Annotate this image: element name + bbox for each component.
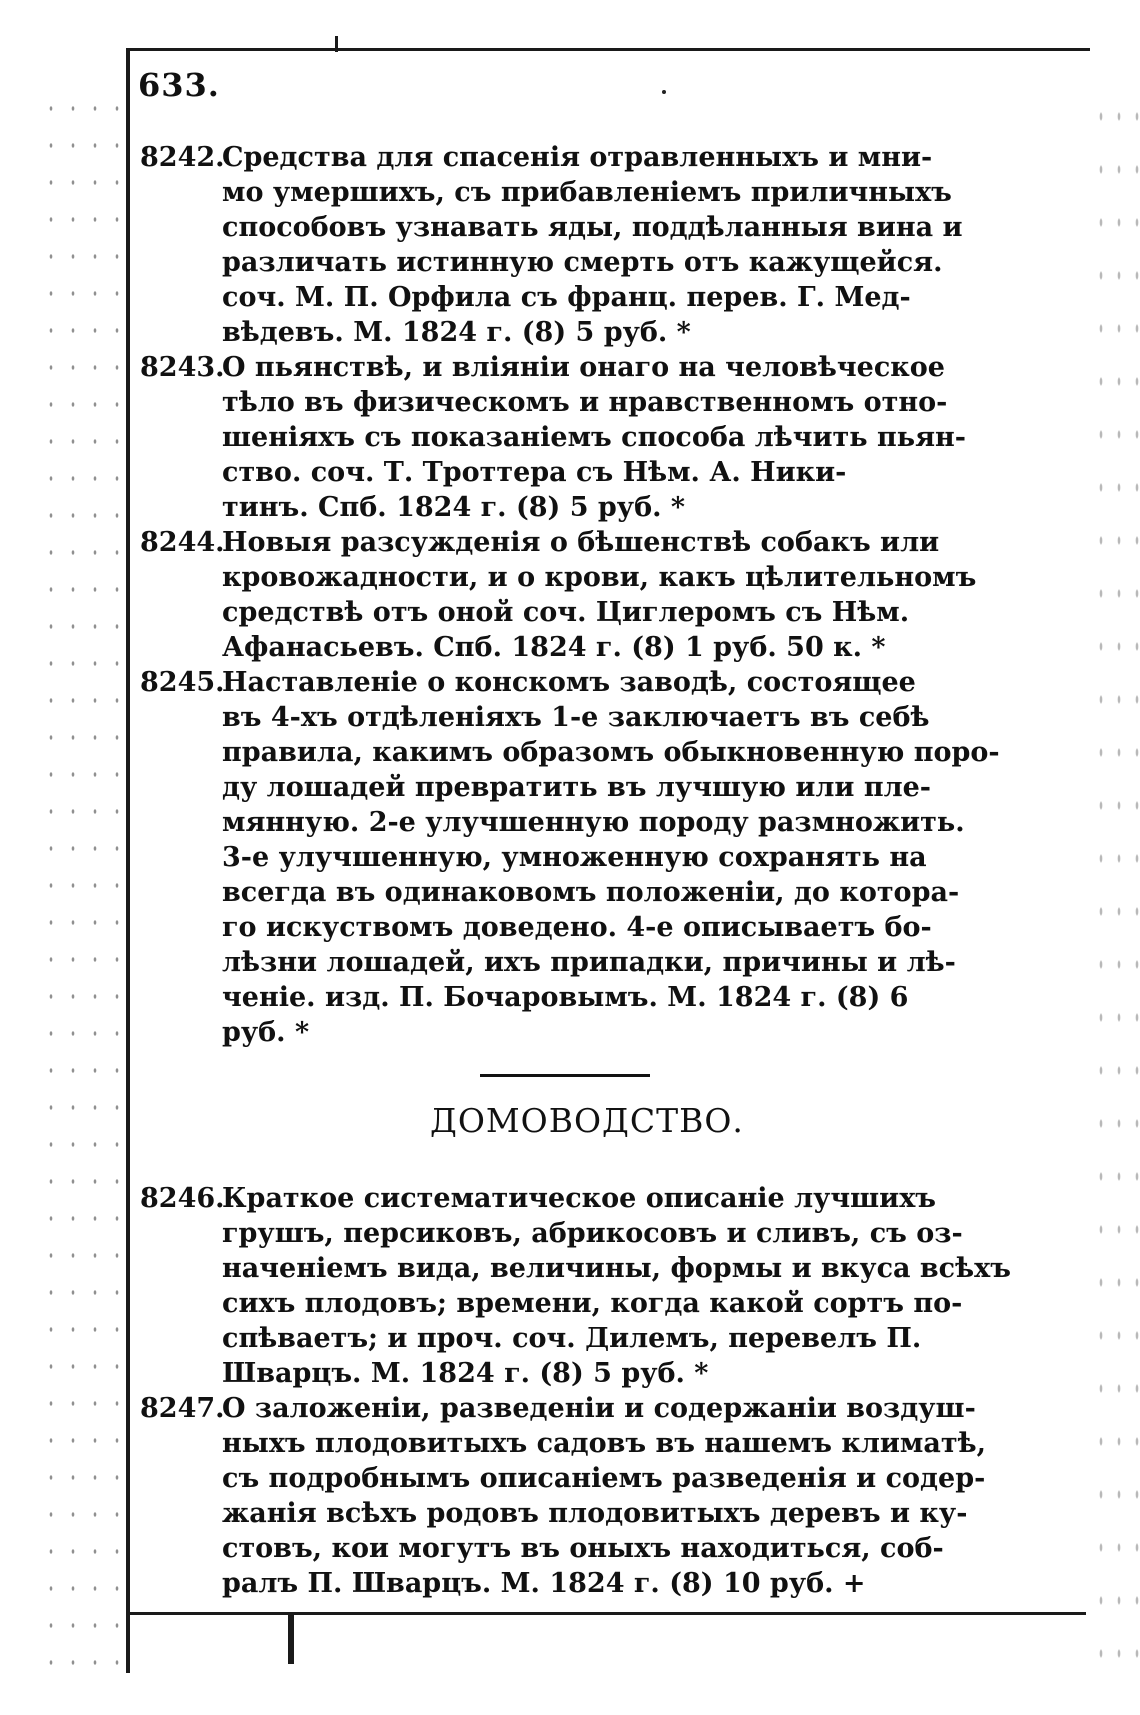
print-dot: [662, 90, 666, 94]
entry-text: О пьянствѣ, и вліяніи онаго на человѣческое: [222, 352, 945, 383]
left-frame-line: [126, 48, 130, 1673]
entry-text: руб. *: [222, 1017, 310, 1048]
left-margin-noise: [40, 90, 120, 1670]
entry-line: [140, 1461, 1012, 1496]
catalog-entry: [140, 1181, 1012, 1391]
entry-number: 8242.: [140, 142, 225, 173]
entry-line: [140, 1426, 1012, 1461]
entry-line: [140, 595, 1012, 630]
entry-line: [140, 490, 1012, 525]
entry-text: Новыя разсужденія о бѣшенствѣ собакъ или: [222, 527, 940, 558]
entry-text: ство. соч. Т. Троттера съ Нѣм. А. Ники-: [222, 457, 847, 488]
entry-text: средствѣ отъ оной соч. Циглеромъ съ Нѣм.: [222, 597, 910, 628]
catalog-entry: [140, 1391, 1012, 1601]
entry-line: [140, 945, 1012, 980]
entry-line: [140, 1216, 1012, 1251]
entry-line: [140, 315, 1012, 350]
entry-line: [140, 700, 1012, 735]
entry-text: тѣло въ физическомъ и нравственномъ отно-: [222, 387, 948, 418]
entry-text: правила, какимъ образомъ обыкновенную поро-: [222, 737, 1000, 768]
entry-line: [140, 245, 1012, 280]
entry-line: [140, 210, 1012, 245]
entry-text: съ подробнымъ описаніемъ разведенія и содер-: [222, 1463, 986, 1494]
top-frame-tick: [335, 36, 338, 52]
entry-line: [140, 455, 1012, 490]
entries-after-section: [140, 1181, 1012, 1601]
entry-number: 8247.: [140, 1393, 225, 1424]
entry-line: [140, 840, 1012, 875]
entry-number: 8243.: [140, 352, 225, 383]
entry-line: [140, 735, 1012, 770]
right-margin-noise: [1092, 90, 1140, 1670]
entry-line: [140, 770, 1012, 805]
entry-text: тинъ. Спб. 1824 г. (8) 5 руб. *: [222, 492, 685, 523]
entry-line: [140, 1251, 1012, 1286]
entry-text: грушъ, персиковъ, абрикосовъ и сливъ, съ оз-: [222, 1218, 963, 1249]
entry-line: [140, 910, 1012, 945]
entry-number: 8246.: [140, 1183, 225, 1214]
entry-line: [140, 630, 1012, 665]
entry-line: [140, 385, 1012, 420]
entry-text: стовъ, кои могутъ въ оныхъ находиться, соб-: [222, 1533, 944, 1564]
entry-text: вѣдевъ. М. 1824 г. (8) 5 руб. *: [222, 317, 691, 348]
catalog-entry: [140, 350, 1012, 525]
entry-text: соч. М. П. Орфила съ франц. перев. Г. Мед-: [222, 282, 911, 313]
entry-text: Наставленіе о конскомъ заводѣ, состоящее: [222, 667, 916, 698]
entry-text: Средства для спасенія отравленныхъ и мни-: [222, 142, 933, 173]
entry-line: [140, 525, 1012, 560]
entry-line: [140, 140, 1012, 175]
entry-text: ду лошадей превратить въ лучшую или пле-: [222, 772, 932, 803]
entry-text: мянную. 2-е улучшенную породу размножить.: [222, 807, 965, 838]
entry-line: [140, 560, 1012, 595]
top-frame-line: [130, 48, 1090, 51]
entry-text: го искуствомъ доведено. 4-е описываетъ бо-: [222, 912, 932, 943]
entry-line: [140, 1566, 1012, 1601]
entry-line: [140, 875, 1012, 910]
entry-line: [140, 1391, 1012, 1426]
entry-line: [140, 350, 1012, 385]
entry-text: ченіе. изд. П. Бочаровымъ. М. 1824 г. (8) 6: [222, 982, 909, 1013]
catalog-entry: [140, 665, 1012, 1050]
entry-text: Шварцъ. М. 1824 г. (8) 5 руб. *: [222, 1358, 709, 1389]
page-number: 633.: [138, 66, 220, 104]
section-divider: [480, 1074, 650, 1077]
entry-line: [140, 1496, 1012, 1531]
entry-text: О заложеніи, разведеніи и содержаніи воздуш-: [222, 1393, 976, 1424]
entry-text: всегда въ одинаковомъ положеніи, до котора-: [222, 877, 960, 908]
entry-text: сихъ плодовъ; времени, когда какой сортъ по-: [222, 1288, 963, 1319]
entry-text: Афанасьевъ. Спб. 1824 г. (8) 1 руб. 50 к. *: [222, 632, 886, 663]
bottom-frame-tick: [288, 1612, 294, 1664]
entry-line: [140, 665, 1012, 700]
section-title: ДОМОВОДСТВО.: [430, 1101, 744, 1140]
entry-line: [140, 1015, 1012, 1050]
entry-text: ралъ П. Шварцъ. М. 1824 г. (8) 10 руб. +: [222, 1568, 866, 1599]
entry-text: Краткое систематическое описаніе лучшихъ: [222, 1183, 936, 1214]
catalog-entry: [140, 525, 1012, 665]
entries-before-section: [140, 140, 1012, 1050]
entry-text: жанія всѣхъ родовъ плодовитыхъ деревъ и ку-: [222, 1498, 968, 1529]
entry-text: спѣваетъ; и проч. соч. Дилемъ, перевелъ П.: [222, 1323, 922, 1354]
entry-line: [140, 1181, 1012, 1216]
entry-text: ныхъ плодовитыхъ садовъ въ нашемъ климатѣ,: [222, 1428, 986, 1459]
entry-text: въ 4-хъ отдѣленіяхъ 1-е заключаетъ въ себѣ: [222, 702, 930, 733]
catalog-entry: [140, 140, 1012, 350]
entry-text: лѣзни лошадей, ихъ припадки, причины и лѣ-: [222, 947, 956, 978]
entry-text: различать истинную смерть отъ кажущейся.: [222, 247, 943, 278]
entry-line: [140, 1356, 1012, 1391]
entry-text: мо умершихъ, съ прибавленіемъ приличныхъ: [222, 177, 952, 208]
entry-text: способовъ узнавать яды, поддѣланныя вина и: [222, 212, 963, 243]
catalog-text: [140, 140, 1012, 1601]
entry-line: [140, 805, 1012, 840]
entry-line: [140, 420, 1012, 455]
entry-line: [140, 280, 1012, 315]
entry-text: шеніяхъ съ показаніемъ способа лѣчить пьян-: [222, 422, 967, 453]
entry-line: [140, 980, 1012, 1015]
entry-line: [140, 1531, 1012, 1566]
entry-line: [140, 175, 1012, 210]
entry-text: наченіемъ вида, величины, формы и вкуса всѣхъ: [222, 1253, 1011, 1284]
bottom-frame-line: [126, 1612, 1086, 1615]
entry-number: 8244.: [140, 527, 225, 558]
entry-number: 8245.: [140, 667, 225, 698]
entry-line: [140, 1321, 1012, 1356]
entry-text: кровожадности, и о крови, какъ цѣлительномъ: [222, 562, 977, 593]
entry-line: [140, 1286, 1012, 1321]
entry-text: 3-е улучшенную, умноженную сохранять на: [222, 842, 927, 873]
